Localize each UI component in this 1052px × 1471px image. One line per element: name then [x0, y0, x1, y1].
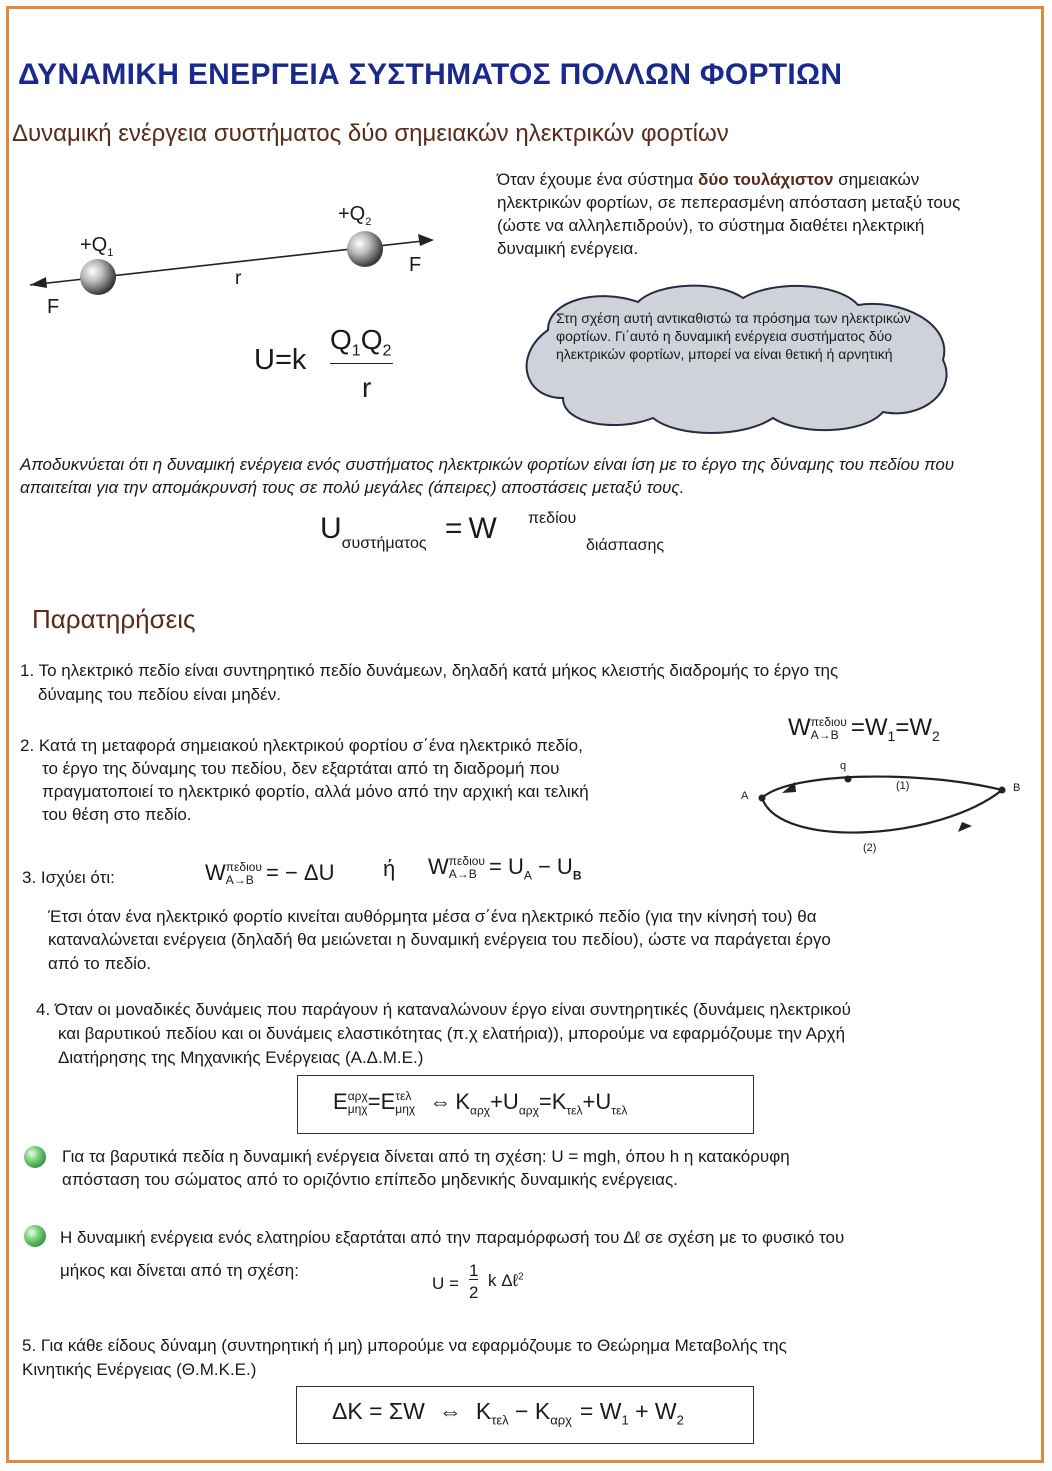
spring-energy-u: U =	[432, 1274, 459, 1293]
potential-u-lhs: U=k	[254, 344, 307, 376]
potential-u-denominator: r	[362, 372, 372, 403]
force-right-label: F	[409, 254, 422, 276]
spring-energy-half-den: 2	[469, 1283, 479, 1302]
item-4-line-3: Διατήρησης της Μηχανικής Ενέργειας (Α.Δ.Μ.Ε.)	[58, 1048, 424, 1067]
work-potential-difference-formula: W πεδιου A→B = $U_A - U_B$	[428, 854, 582, 883]
path-2-arrow-icon	[958, 822, 972, 832]
path-label-b: B	[1013, 782, 1021, 794]
charge-sphere-2	[347, 231, 383, 267]
item-3-text-line-3: από το πεδίο.	[48, 954, 152, 973]
charge-q-point	[845, 776, 852, 783]
bullet-1-line-1: Για τα βαρυτικά πεδία η δυναμική ενέργεια δίνεται από τη σχέση: U = mgh, όπου h η κατακόρυφη	[62, 1147, 790, 1166]
system-energy-sup: πεδίου	[528, 510, 577, 527]
potential-u-numerator: $Q_1Q_2$	[330, 324, 393, 364]
spring-energy-rest: k Δℓ$^2$	[488, 1271, 524, 1290]
proof-paragraph: Αποδυκνύεται ότι η δυναμική ενέργεια ενός συστήματος ηλεκτρικών φορτίων είναι ίση με το έργο της δύναμης του πεδίου που απαιτείται για την απομάκρυνσή τους σε πολύ μεγάλες (άπειρες) αποστάσεις μεταξύ τους.	[20, 455, 955, 497]
path-label-1: (1)	[896, 780, 910, 792]
arrow-left-icon	[30, 277, 47, 288]
point-b	[999, 787, 1006, 794]
tmke-formula: ΔK = ΣW ⇔ $K_{\tau\varepsilon\lambda} - K_{\alpha\rho\chi} = W_1 + W_2$	[332, 1398, 684, 1428]
cloud-note: Στη σχέση αυτή αντικαθιστώ τα πρόσημα των ηλεκτρικών φορτίων. Γι΄αυτό η δυναμική ενέργεια συστήματος δύο ηλεκτρικών φορτίων, μπορεί να είναι θετική ή αρνητική	[556, 310, 911, 362]
bullet-2-line-2: μήκος και δίνεται από τη σχέση:	[60, 1261, 299, 1280]
item-5-line-1: 5. Για κάθε είδους δύναμη (συντηρητική ή μη) μπορούμε να εφαρμόζουμε το Θεώρημα Μεταβολής της	[22, 1336, 787, 1355]
distance-label: r	[235, 268, 242, 289]
item-3-text-line-2: καταναλώνεται ενέργεια (δηλαδή θα μειώνεται η δυναμική ενέργεια του πεδίου), ώστε να παράγεται έργο	[48, 930, 831, 949]
item-2-line-1: 2. Κατά τη μεταφορά σημειακού ηλεκτρικού φορτίου σ΄ένα ηλεκτρικό πεδίο,	[20, 736, 583, 755]
bullet-icon	[24, 1146, 46, 1168]
force-left-label: F	[47, 296, 60, 318]
closed-path-diagram	[740, 760, 1040, 870]
spring-energy-half-num: 1	[469, 1261, 479, 1280]
bullet-1-line-2: απόσταση του σώματος από το οριζόντιο επίπεδο μηδενικής δυναμικής ενέργειας.	[62, 1170, 678, 1189]
intro-paragraph: Όταν έχουμε ένα σύστημα δύο τουλάχιστον σημειακών ηλεκτρικών φορτίων, σε πεπερασμένη απόσταση μεταξύ τους (ώστε να αλληλεπιδρούν), το σύστημα διαθέτει ηλεκτρική δυναμική ενέργεια.	[497, 170, 961, 258]
item-2-line-3: πραγματοποιεί το ηλεκτρικό φορτίο, αλλά μόνο από την αρχική και τελική	[42, 782, 589, 801]
item-1-line-1: 1. Το ηλεκτρικό πεδίο είναι συντηρητικό πεδίο δυνάμεων, δηλαδή κατά μήκος κλειστής διαδρομής το έργο της	[20, 661, 839, 680]
bullet-icon	[24, 1225, 46, 1247]
path-independence-formula: W πεδιου A→B $=W_1=W_2$	[788, 714, 940, 744]
work-delta-u-formula: W πεδιου A→B = − ΔU	[205, 860, 335, 888]
path-label-a: A	[741, 790, 749, 802]
item-3-text-line-1: Έτσι όταν ένα ηλεκτρικό φορτίο κινείται αυθόρμητα μέσα σ΄ένα ηλεκτρικό πεδίο (για την κίνησή του) θα	[48, 907, 817, 926]
or-symbol: ή	[383, 856, 396, 881]
charge-q2-label: $+Q_2$	[338, 203, 372, 228]
bullet-2-line-1: Η δυναμική ενέργεια ενός ελατηρίου εξαρτάται από την παραμόρφωσή του Δℓ σε σχέση με το φυσικό του	[60, 1228, 845, 1247]
adme-formula: E αρχ μηχ =E τελ μηχ ⇔ $K_{\alpha\rho\chi}+U_{\alpha\rho\chi}=K_{\tau\varepsilon\lambda}+U_{\tau\varepsilon\lambda}$	[333, 1089, 628, 1118]
point-a	[759, 795, 766, 802]
arrow-right-icon	[418, 234, 434, 246]
two-charges-diagram	[20, 190, 460, 330]
system-energy-sub: διάσπασης	[586, 537, 665, 554]
charge-sphere-1	[80, 259, 116, 295]
item-3-label: 3. Ισχύει ότι:	[22, 868, 115, 887]
item-5-line-2: Κινητικής Ενέργειας (Θ.Μ.Κ.Ε.)	[22, 1360, 257, 1379]
section-subtitle: Δυναμική ενέργεια συστήματος δύο σημειακών ηλεκτρικών φορτίων	[12, 120, 729, 147]
path-label-q: q	[840, 760, 847, 772]
item-4-line-2: και βαρυτικού πεδίου και οι δυνάμεις ελαστικότητας (π.χ ελατήρια)), μπορούμε να εφαρμόζουμε την Αρχή	[58, 1024, 846, 1043]
charge-q1-label: $+Q_1$	[80, 234, 114, 259]
item-1-line-2: δύναμης του πεδίου είναι μηδέν.	[38, 685, 281, 704]
item-2-line-4: του θέση στο πεδίο.	[42, 805, 192, 824]
item-4-line-1: 4. Όταν οι μοναδικές δυνάμεις που παράγουν ή καταναλώνουν έργο είναι συντηρητικές (δυνάμεις ηλεκτρικού	[36, 1000, 851, 1019]
path-label-2: (2)	[863, 842, 877, 854]
page-title: ΔΥΝΑΜΙΚΗ ΕΝΕΡΓΕΙΑ ΣΥΣΤΗΜΑΤΟΣ ΠΟΛΛΩΝ ΦΟΡΤΙΩΝ	[18, 58, 843, 91]
observations-heading: Παρατηρήσεις	[32, 604, 196, 634]
system-energy-formula: $U_{\sigma\upsilon\sigma\tau ή\mu\alpha\tau o\varsigma} = W$	[320, 512, 497, 552]
item-2-line-2: το έργο της δύναμης του πεδίου, δεν εξαρτάται από τη διαδρομή που	[42, 759, 560, 778]
